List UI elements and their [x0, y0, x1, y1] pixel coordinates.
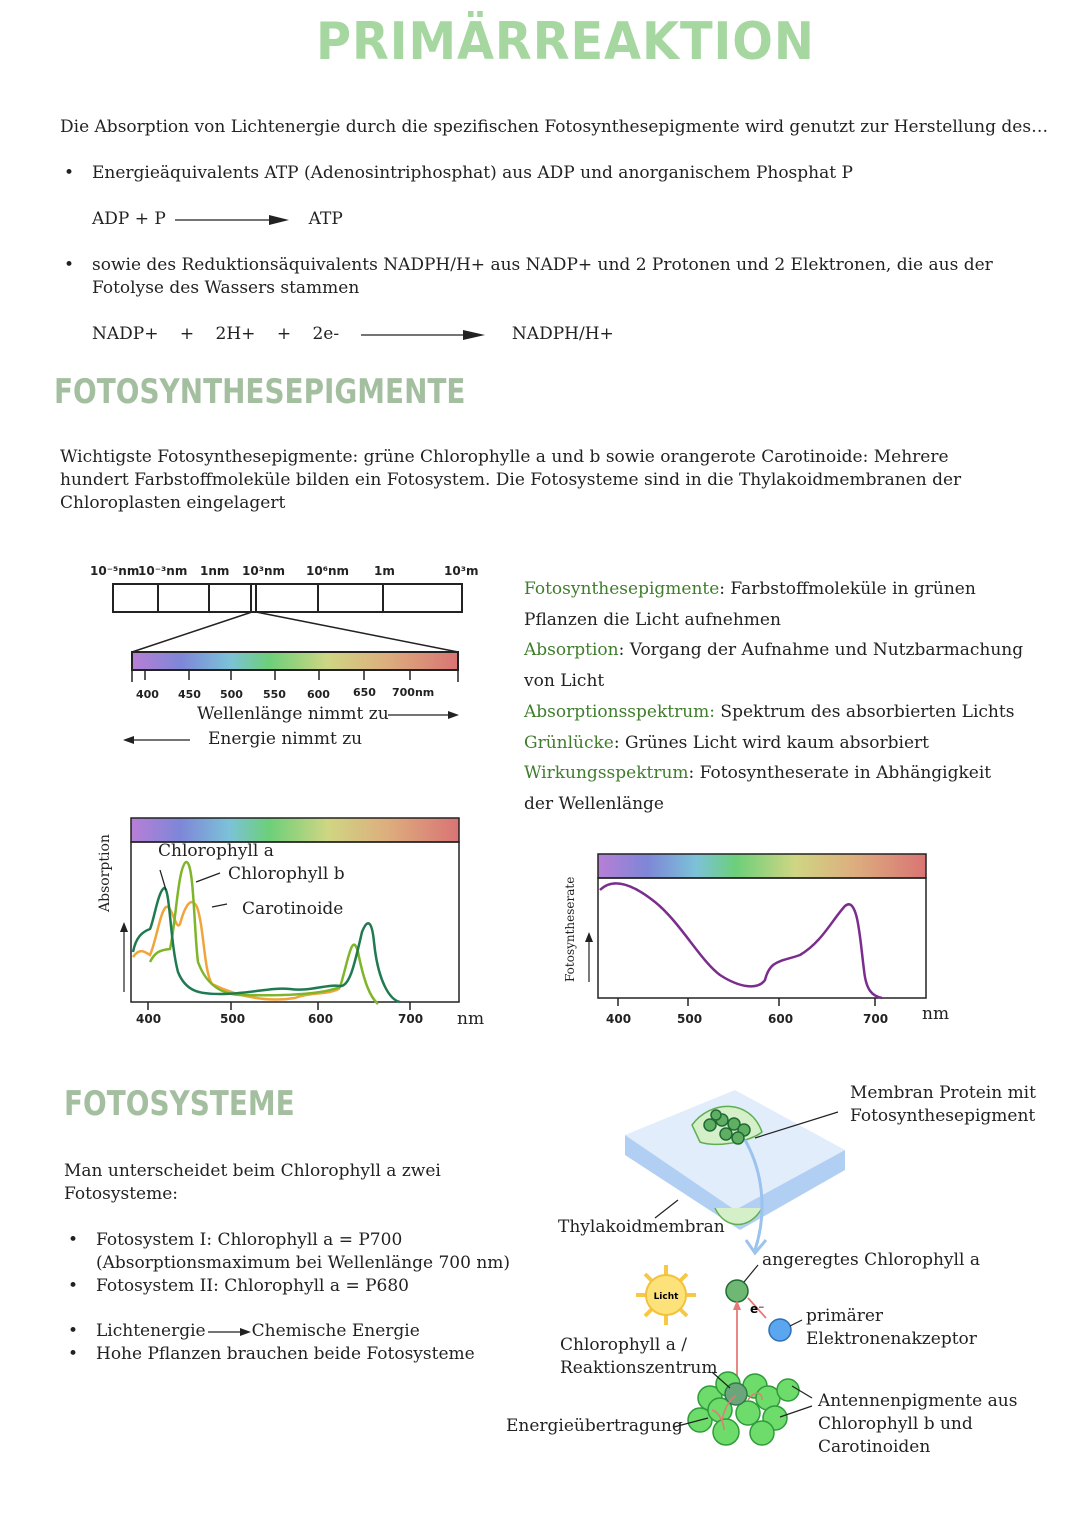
- bullet-text: Lichtenergie: [96, 1321, 206, 1341]
- definition-item: [524, 758, 1024, 819]
- intro-text: Die Absorption von Lichtenergie durch die spezifischen Fotosynthesepigmente wird genutzt zur Herstellung des…: [60, 117, 1049, 137]
- eq-right: NADPH/H+: [511, 324, 614, 344]
- eq-plus: +: [179, 324, 195, 344]
- definition-text: Spektrum des absorbierten Lichts: [715, 701, 1015, 722]
- scale-label: 10⁶nm: [306, 564, 350, 578]
- bullet-plants: • Hohe Pflanzen brauchen beide Fotosysteme: [68, 1344, 475, 1364]
- label-thylakoid: Thylakoidmembran: [558, 1217, 725, 1237]
- x-unit: nm: [922, 1004, 950, 1024]
- bullet-nadph: • sowie des Reduktionsäquivalents NADPH/H+ aus NADP+ und 2 Protonen und 2 Elektronen, die aus der Fotolyse des Wassers stammen: [64, 255, 993, 298]
- label-reaction-center: Chlorophyll a / Reaktionszentrum: [560, 1335, 718, 1378]
- label-antenna: Antennenpigmente aus Chlorophyll b und Carotinoiden: [818, 1391, 1018, 1457]
- page-title: PRIMÄRREAKTION: [316, 12, 815, 72]
- arrow-icon: [206, 1326, 252, 1338]
- electron-label: e⁻: [750, 1302, 765, 1316]
- scale-label: 1m: [374, 564, 395, 578]
- tick-label: 550: [263, 688, 286, 701]
- definition-text: : Vorgang der Aufnahme und Nutzbarmachung von Licht: [524, 640, 1024, 692]
- x-unit: nm: [457, 1009, 485, 1029]
- bullet-text: Chemische Energie: [251, 1321, 420, 1341]
- action-plot: [560, 850, 940, 1020]
- equation-atp: [92, 208, 343, 231]
- color-band: [598, 854, 926, 878]
- x-tick: 600: [768, 1012, 794, 1026]
- x-tick: 700: [398, 1012, 424, 1026]
- scale-label: 1nm: [200, 564, 230, 578]
- bullet-text: Fotosystem I: Chlorophyll a = P700 (Absorptionsmaximum bei Wellenlänge 700 nm): [96, 1230, 511, 1273]
- definition-text: : Farbstoffmoleküle in grünen Pflanzen die Licht aufnehmen: [524, 579, 976, 630]
- pigmente-text: Wichtigste Fotosynthesepigmente: grüne Chlorophylle a und b sowie orangerote Carotinoide: Mehrere hundert Farbstoffmoleküle bilden ein Fotosystem. Die Fotosysteme sind in die Thylakoidmembranen der Chloroplasten eingelagert: [60, 447, 962, 513]
- scale-label: 10⁻³nm: [138, 564, 188, 578]
- definition-item: [524, 728, 1024, 759]
- bullet-ps1: • Fotosystem I: Chlorophyll a = P700 (Absorptionsmaximum bei Wellenlänge 700 nm): [68, 1230, 511, 1273]
- wavelength-label: Wellenlänge nimmt zu: [197, 704, 389, 724]
- excited-chlorophyll: [726, 1280, 748, 1302]
- bullet-atp: • Energieäquivalents ATP (Adenosintriphosphat) aus ADP und anorganischem Phosphat P: [64, 163, 853, 183]
- arrow-icon: [171, 213, 291, 227]
- label-excited-chlorophyll: angeregtes Chlorophyll a: [762, 1250, 980, 1270]
- definition-term: Wirkungsspektrum: [524, 763, 689, 784]
- absorption-chart: [97, 812, 500, 1042]
- x-tick: 700: [863, 1012, 889, 1026]
- definitions-list: [524, 574, 1024, 820]
- definition-term: Fotosynthesepigmente: [524, 579, 720, 599]
- definition-term: Absorptionsspektrum:: [524, 701, 716, 722]
- arrow-left-icon: [122, 733, 192, 747]
- x-tick: 500: [220, 1012, 246, 1026]
- scale-label: 10³m: [444, 564, 479, 578]
- antenna-complex: [688, 1372, 799, 1445]
- tick-label: 450: [178, 688, 201, 701]
- spectrum-bars: [80, 556, 500, 706]
- bullet-text: Fotosystem II: Chlorophyll a = P680: [96, 1276, 409, 1296]
- x-tick: 400: [606, 1012, 632, 1026]
- tick-label: 600: [307, 688, 330, 701]
- action-spectrum-chart: [560, 850, 960, 1040]
- definition-item: [524, 574, 1024, 635]
- action-curve: [600, 883, 882, 998]
- y-axis-label: Fotosyntheserate: [563, 876, 577, 982]
- definition-term: Absorption: [524, 640, 619, 661]
- bullet-text: Energieäquivalents ATP (Adenosintriphosphat) aus ADP und anorganischem Phosphat P: [92, 163, 853, 183]
- eq-term: NADP+: [92, 324, 159, 344]
- fotosysteme-text: Man unterscheidet beim Chlorophyll a zwei Fotosysteme:: [64, 1161, 441, 1204]
- eq-plus: +: [276, 324, 292, 344]
- definition-text: : Grünes Licht wird kaum absorbiert: [613, 732, 929, 753]
- energy-label: Energie nimmt zu: [208, 729, 363, 749]
- label-acceptor: primärer Elektronenakzeptor: [806, 1306, 977, 1349]
- eq-term: 2H+: [215, 324, 256, 344]
- equation-nadph: [92, 323, 614, 346]
- eq-term: 2e-: [312, 324, 340, 344]
- scale-label: 10³nm: [242, 564, 286, 578]
- x-tick: 500: [677, 1012, 703, 1026]
- light-label: Licht: [653, 1292, 679, 1302]
- tick-label: 700nm: [392, 686, 435, 699]
- label-membrane-protein: Membran Protein mit Fotosynthesepigment: [850, 1083, 1036, 1126]
- definition-item: [524, 635, 1024, 696]
- bullet-text: Hohe Pflanzen brauchen beide Fotosysteme: [96, 1344, 475, 1364]
- arrow-right-icon: [386, 708, 460, 722]
- tick-label: 400: [136, 688, 159, 701]
- bullet-energy: • Lichtenergie Chemische Energie: [68, 1321, 420, 1341]
- arrow-icon: [357, 328, 487, 342]
- bullet-ps2: • Fotosystem II: Chlorophyll a = P680: [68, 1276, 409, 1296]
- y-axis-label: Absorption: [97, 834, 113, 912]
- x-tick: 400: [136, 1012, 162, 1026]
- electron-acceptor: [769, 1319, 791, 1341]
- section-heading-pigmente: FOTOSYNTHESEPIGMENTE: [54, 372, 466, 412]
- tick-label: 650: [353, 686, 376, 699]
- definition-item: [524, 697, 1024, 728]
- color-band: [131, 818, 459, 842]
- label-energy-transfer: Energieübertragung: [506, 1416, 683, 1436]
- em-spectrum-diagram: [80, 556, 500, 756]
- section-heading-fotosysteme: FOTOSYSTEME: [64, 1084, 295, 1124]
- legend-chlorophyll-b: Chlorophyll b: [228, 864, 345, 884]
- legend-chlorophyll-a: Chlorophyll a: [158, 841, 274, 861]
- tick-label: 500: [220, 688, 243, 701]
- eq-right: ATP: [308, 209, 343, 229]
- scale-label: 10⁻⁵nm: [90, 564, 140, 578]
- bullet-text: sowie des Reduktionsäquivalents NADPH/H+ aus NADP+ und 2 Protonen und 2 Elektronen, die aus der Fotolyse des Wassers stammen: [92, 255, 993, 298]
- definition-term: Grünlücke: [524, 732, 614, 753]
- x-tick: 600: [308, 1012, 334, 1026]
- definition-text: : Fotosyntheserate in Abhängigkeit der Wellenlänge: [524, 763, 992, 814]
- eq-left: ADP + P: [92, 209, 166, 229]
- legend-carotinoide: Carotinoide: [242, 899, 344, 919]
